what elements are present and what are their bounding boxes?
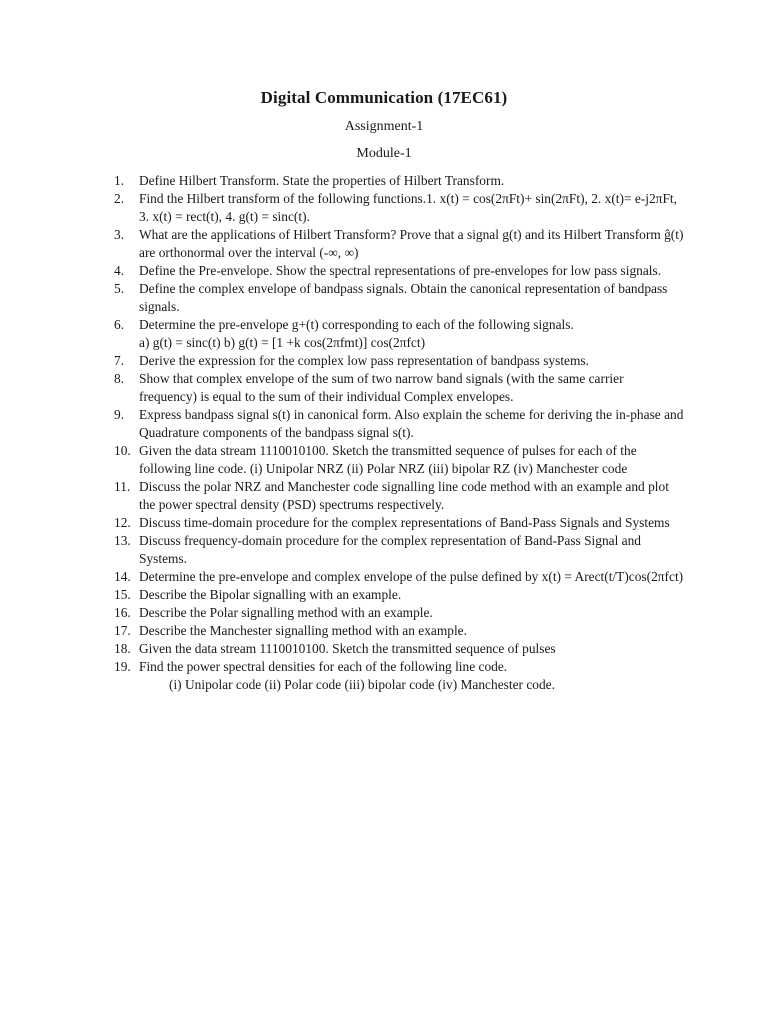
question-number: 18.: [114, 641, 131, 656]
question-item-14: [114, 568, 684, 586]
question-text: Find the power spectral densities for each of the following line code.: [139, 659, 508, 674]
question-number: 8.: [114, 371, 125, 386]
question-number: 19.: [114, 659, 131, 674]
question-text: Discuss time-domain procedure for the complex representations of Band-Pass Signals and Systems: [139, 515, 670, 530]
question-item-3: [114, 226, 684, 262]
question-number: 1.: [114, 173, 125, 188]
module-label: Module-1: [356, 146, 412, 161]
question-item-1: [114, 172, 684, 190]
question-number: 11.: [114, 479, 131, 494]
question-item-4: [114, 262, 684, 280]
question-text: Discuss the polar NRZ and Manchester code signalling line code method with an example and plot the power spectral density (PSD) spectrums respectively.: [139, 479, 669, 512]
question-number: 2.: [114, 191, 125, 206]
question-number: 17.: [114, 623, 131, 638]
question-number: 7.: [114, 353, 125, 368]
question-item-17: [114, 622, 684, 640]
question-item-2: [114, 190, 684, 226]
question-item-12: [114, 514, 684, 532]
question-text: What are the applications of Hilbert Transform? Prove that a signal g(t) and its Hilbert Transform ĝ(t) are orthonormal over the interval (-∞, ∞): [139, 227, 684, 260]
question-item-15: [114, 586, 684, 604]
assignment-label: Assignment-1: [344, 119, 424, 134]
question-text: Given the data stream 1110010100. Sketch the transmitted sequence of pulses: [139, 641, 556, 656]
question-item-6: [114, 316, 684, 352]
question-number: 13.: [114, 533, 131, 548]
question-text: Discuss frequency-domain procedure for the complex representation of Band-Pass Signal and Systems.: [139, 533, 641, 566]
document-title: Digital Communication (17EC61): [260, 88, 508, 107]
question-item-5: [114, 280, 684, 316]
question-number: 16.: [114, 605, 131, 620]
question-text: Define the Pre-envelope. Show the spectral representations of pre-envelopes for low pass signals.: [139, 263, 662, 278]
question-number: 9.: [114, 407, 125, 422]
question-text: Given the data stream 1110010100. Sketch the transmitted sequence of pulses for each of the following line code. (i) Unipolar NRZ (ii) Polar NRZ (iii) bipolar RZ (iv) Manchester code: [139, 443, 637, 476]
question-number: 3.: [114, 227, 125, 242]
question-item-19: [114, 658, 684, 694]
question-item-9: [114, 406, 684, 442]
question-number: 5.: [114, 281, 125, 296]
question-text: Describe the Manchester signalling method with an example.: [139, 623, 467, 638]
question-item-13: [114, 532, 684, 568]
question-text: Find the Hilbert transform of the following functions.1. x(t) = cos(2πFt)+ sin(2πFt), 2. x(t)= e-j2πFt, 3. x(t) = rect(t), 4. g(t) = sinc(t).: [139, 191, 677, 224]
question-text: Define Hilbert Transform. State the properties of Hilbert Transform.: [139, 173, 505, 188]
question-text: Express bandpass signal s(t) in canonical form. Also explain the scheme for deriving the in-phase and Quadrature components of the bandpass signal s(t).: [139, 407, 684, 440]
question-subparts: a) g(t) = sinc(t) b) g(t) = [1 +k cos(2πfmt)] cos(2πfct): [139, 335, 426, 350]
question-number: 14.: [114, 569, 131, 584]
question-text: Show that complex envelope of the sum of two narrow band signals (with the same carrier frequency) is equal to the sum of their individual Complex envelopes.: [139, 371, 624, 404]
question-text: Describe the Polar signalling method with an example.: [139, 605, 433, 620]
question-text: Derive the expression for the complex low pass representation of bandpass systems.: [139, 353, 589, 368]
question-number: 4.: [114, 263, 125, 278]
question-item-8: [114, 370, 684, 406]
question-text: Define the complex envelope of bandpass signals. Obtain the canonical representation of bandpass signals.: [139, 281, 668, 314]
question-number: 12.: [114, 515, 131, 530]
question-number: 6.: [114, 317, 125, 332]
question-text: Determine the pre-envelope g+(t) corresponding to each of the following signals.: [139, 317, 574, 332]
question-list: [114, 172, 684, 694]
question-item-18: [114, 640, 684, 658]
question-number: 10.: [114, 443, 131, 458]
question-text: Determine the pre-envelope and complex envelope of the pulse defined by x(t) = Arect(t/T)cos(2πfct): [139, 569, 684, 584]
question-subparts: (i) Unipolar code (ii) Polar code (iii) bipolar code (iv) Manchester code.: [169, 677, 555, 692]
question-text: Describe the Bipolar signalling with an example.: [139, 587, 402, 602]
question-item-16: [114, 604, 684, 622]
question-number: 15.: [114, 587, 131, 602]
question-item-7: [114, 352, 684, 370]
question-item-10: [114, 442, 684, 478]
question-item-11: [114, 478, 684, 514]
